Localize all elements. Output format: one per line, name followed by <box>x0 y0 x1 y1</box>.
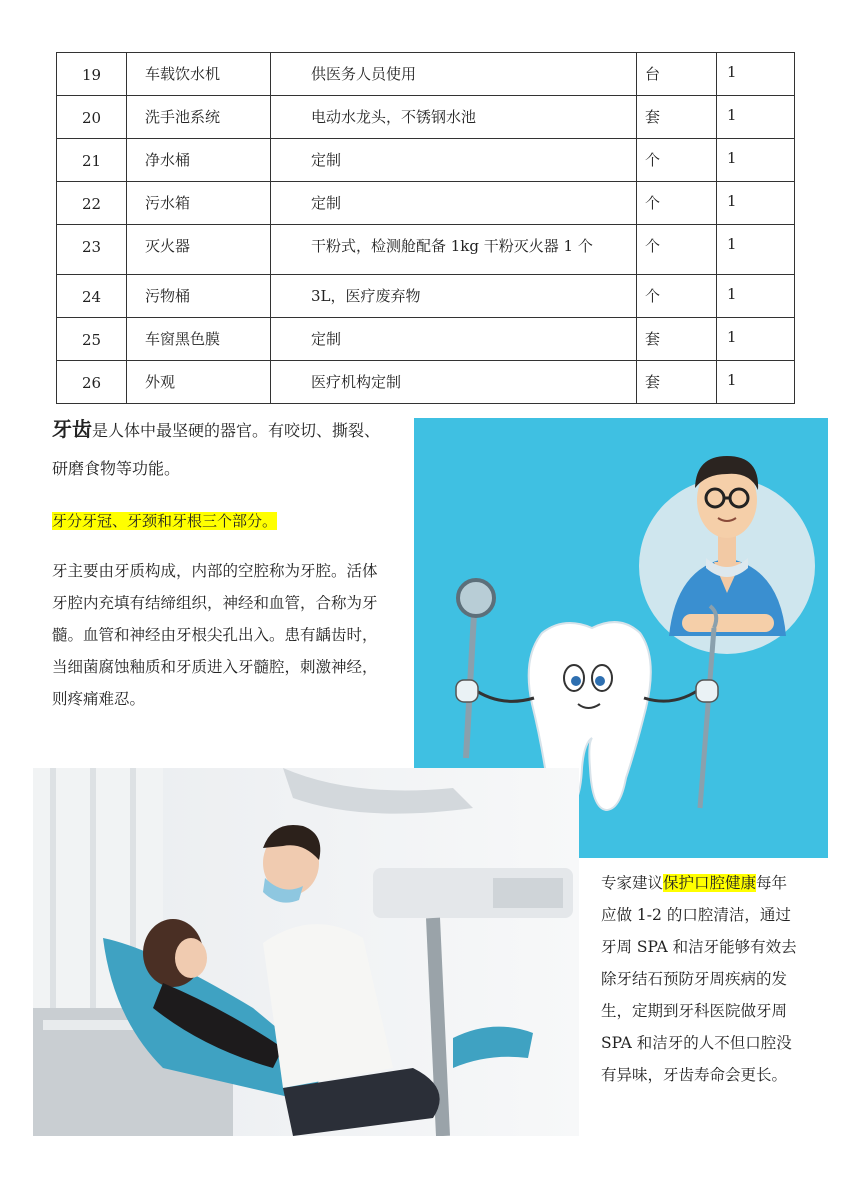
item-name: 外观 <box>127 361 271 404</box>
item-quantity: 1 <box>717 361 795 404</box>
item-name: 洗手池系统 <box>127 96 271 139</box>
intro-bold-term: 牙齿 <box>52 417 92 441</box>
advice-highlight: 保护口腔健康 <box>663 874 757 892</box>
patient-face <box>175 938 207 978</box>
tooth-structure-paragraph: 牙主要由牙质构成，内部的空腔称为牙腔。活体牙腔内充填有结缔组织，神经和血管，合称为牙髓。血管和神经由牙根尖孔出入。患有龋齿时，当细菌腐蚀釉质和牙质进入牙髓腔，刺激神经，则疼痛难忍。 <box>52 562 378 708</box>
table-row <box>57 182 795 225</box>
item-unit: 个 <box>637 275 717 318</box>
item-quantity: 1 <box>717 275 795 318</box>
item-name: 车载饮水机 <box>127 53 271 96</box>
item-unit: 套 <box>637 318 717 361</box>
row-number: 21 <box>57 139 127 182</box>
item-quantity: 1 <box>717 53 795 96</box>
item-spec: 定制 <box>271 318 637 361</box>
row-number: 24 <box>57 275 127 318</box>
advice-rest: 每年应做 1-2 的口腔清洁，通过牙周 SPA 和洁牙能够有效去除牙结石预防牙周疾病的发生，定期到牙科医院做牙周 SPA 和洁牙的人不但口腔没有异味，牙齿寿命会更长。 <box>601 874 797 1084</box>
row-number: 26 <box>57 361 127 404</box>
intro-rest: 是人体中最坚硬的器官。有咬切、撕裂、研磨食物等功能。 <box>52 421 381 478</box>
intro-text <box>52 410 382 488</box>
table-row <box>57 361 795 404</box>
advice-prefix: 专家建议 <box>601 874 664 892</box>
item-unit: 套 <box>637 96 717 139</box>
item-quantity: 1 <box>717 318 795 361</box>
item-spec: 医疗机构定制 <box>271 361 637 404</box>
item-quantity: 1 <box>717 139 795 182</box>
item-spec: 定制 <box>271 182 637 225</box>
equipment-table <box>56 52 795 404</box>
item-spec: 干粉式，检测舱配备 1kg 干粉灭火器 1 个 <box>271 225 637 275</box>
table-row <box>57 318 795 361</box>
tooth-parts-line <box>52 508 277 534</box>
table-row <box>57 225 795 275</box>
dental-clinic-photo <box>33 768 579 1136</box>
item-spec: 3L，医疗废弃物 <box>271 275 637 318</box>
item-name: 车窗黑色膜 <box>127 318 271 361</box>
item-name: 污物桶 <box>127 275 271 318</box>
item-unit: 台 <box>637 53 717 96</box>
item-name: 灭火器 <box>127 225 271 275</box>
table-row <box>57 139 795 182</box>
table-row <box>57 53 795 96</box>
item-quantity: 1 <box>717 182 795 225</box>
row-number: 23 <box>57 225 127 275</box>
item-name: 净水桶 <box>127 139 271 182</box>
tooth-glove-left <box>456 680 478 702</box>
item-spec: 定制 <box>271 139 637 182</box>
item-unit: 个 <box>637 139 717 182</box>
item-quantity: 1 <box>717 96 795 139</box>
highlighted-text: 牙分牙冠、牙颈和牙根三个部分。 <box>52 512 278 530</box>
item-unit: 个 <box>637 182 717 225</box>
row-number: 25 <box>57 318 127 361</box>
dentist-arms <box>682 614 774 632</box>
equipment-table-body <box>57 53 795 404</box>
row-number: 20 <box>57 96 127 139</box>
item-unit: 套 <box>637 361 717 404</box>
item-name: 污水箱 <box>127 182 271 225</box>
item-spec: 电动水龙头，不锈钢水池 <box>271 96 637 139</box>
tooth-glove-right <box>696 680 718 702</box>
item-quantity: 1 <box>717 225 795 275</box>
item-unit: 个 <box>637 225 717 275</box>
item-spec: 供医务人员使用 <box>271 53 637 96</box>
expert-advice-paragraph <box>601 867 797 1091</box>
table-row <box>57 275 795 318</box>
row-number: 19 <box>57 53 127 96</box>
table-row <box>57 96 795 139</box>
row-number: 22 <box>57 182 127 225</box>
